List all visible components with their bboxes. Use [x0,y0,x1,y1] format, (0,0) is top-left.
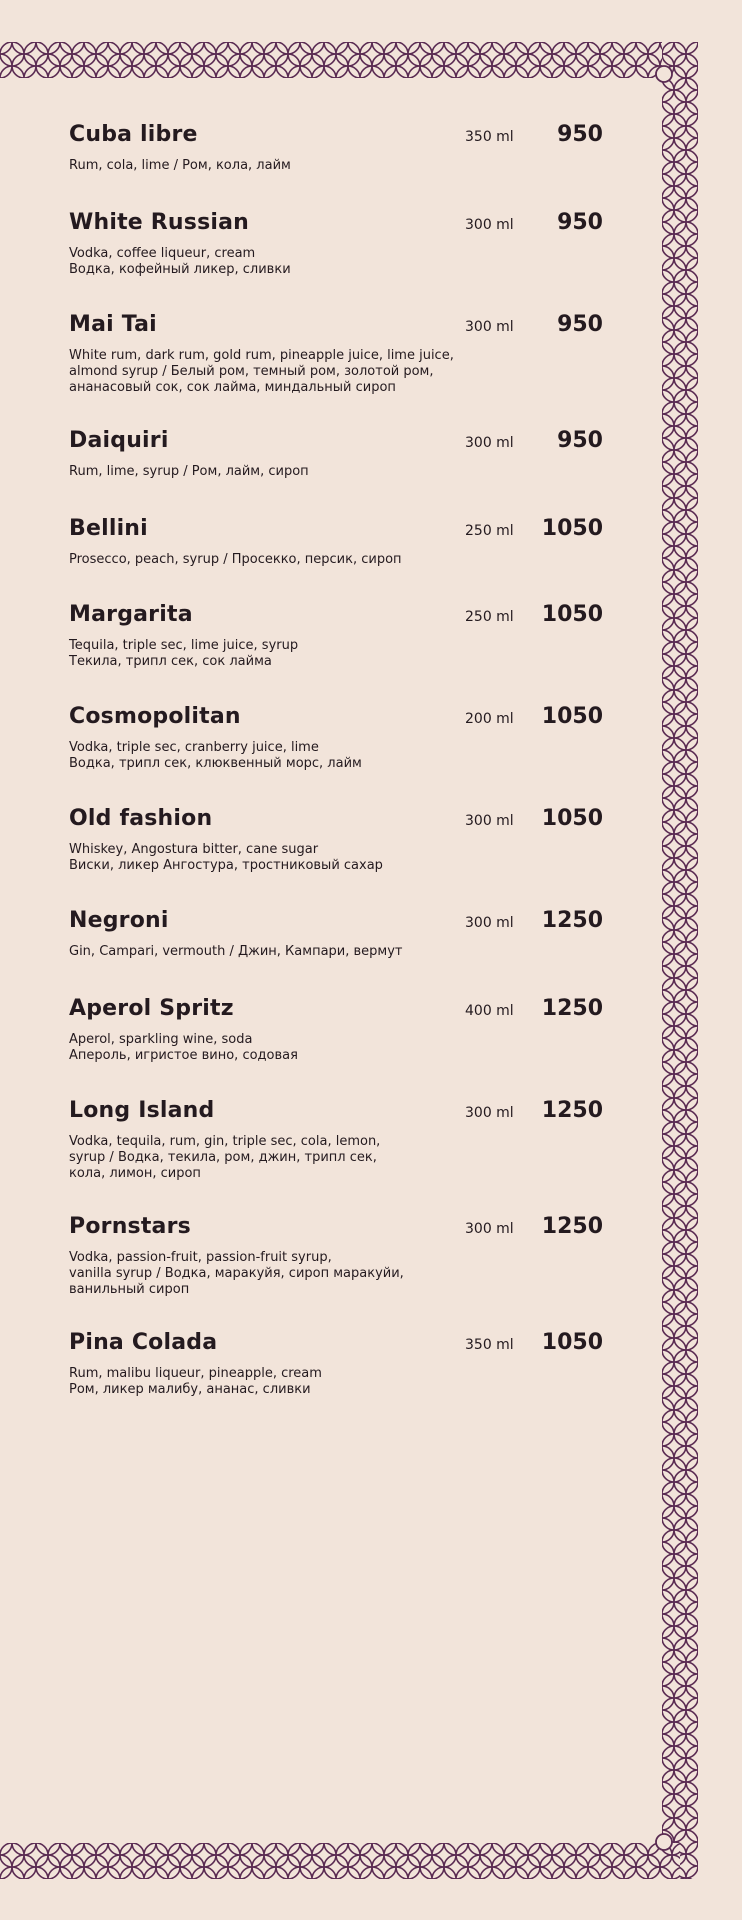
item-description: Vodka, triple sec, cranberry juice, lime Водка, трипл сек, клюквенный морс, лайм [69,740,362,771]
ornamental-border-right [662,42,698,1879]
item-volume: 300 ml [465,319,514,335]
item-price: 950 [557,122,603,147]
item-price: 1050 [541,1330,603,1355]
item-description: Aperol, sparkling wine, soda Апероль, игристое вино, содовая [69,1032,298,1063]
ornamental-border-top [0,42,680,78]
item-name: Cuba libre [69,122,198,147]
item-volume: 350 ml [465,1337,514,1353]
item-name: Old fashion [69,806,213,831]
item-description: Rum, lime, syrup / Ром, лайм, сироп [69,464,309,479]
item-name: Daiquiri [69,428,169,453]
item-description: Rum, cola, lime / Ром, кола, лайм [69,158,291,173]
item-description: Vodka, coffee liqueur, cream Водка, кофейный ликер, сливки [69,246,291,277]
item-volume: 300 ml [465,1221,514,1237]
item-description: Tequila, triple sec, lime juice, syrup Текила, трипл сек, сок лайма [69,638,299,669]
item-volume: 300 ml [465,813,514,829]
item-description: Whiskey, Angostura bitter, cane sugar Виски, ликер Ангостура, тростниковый сахар [69,842,383,873]
item-volume: 250 ml [465,523,514,539]
item-name: Pornstars [69,1214,191,1239]
item-volume: 300 ml [465,1105,514,1121]
item-name: White Russian [69,210,250,235]
item-volume: 300 ml [465,915,514,931]
corner-ornament-icon [654,1832,674,1852]
item-price: 950 [557,312,603,337]
item-volume: 300 ml [465,435,514,451]
item-price: 1250 [541,996,603,1021]
item-name: Margarita [69,602,193,627]
item-price: 950 [557,428,603,453]
item-name: Aperol Spritz [69,996,234,1021]
item-name: Pina Colada [69,1330,218,1355]
item-description: White rum, dark rum, gold rum, pineapple juice, lime juice, almond syrup / Белый ром, темный ром, золотой ром, ананасовый сок, сок лайма, миндальный сироп [69,348,454,395]
item-name: Mai Tai [69,312,157,337]
item-description: Vodka, tequila, rum, gin, triple sec, cola, lemon, syrup / Водка, текила, ром, джин, трипл сек, кола, лимон, сироп [69,1134,381,1181]
item-name: Negroni [69,908,169,933]
item-name: Long Island [69,1098,215,1123]
item-description: Prosecco, peach, syrup / Просекко, персик, сироп [69,552,402,567]
item-price: 1250 [541,908,603,933]
item-name: Bellini [69,516,148,541]
item-price: 1250 [541,1098,603,1123]
item-description: Rum, malibu liqueur, pineapple, cream Ром, ликер малибу, ананас, сливки [69,1366,322,1397]
item-price: 1250 [541,1214,603,1239]
item-volume: 200 ml [465,711,514,727]
ornamental-border-bottom [0,1843,680,1879]
item-volume: 300 ml [465,217,514,233]
item-volume: 350 ml [465,129,514,145]
item-price: 1050 [541,704,603,729]
item-price: 1050 [541,806,603,831]
item-price: 1050 [541,602,603,627]
item-description: Gin, Campari, vermouth / Джин, Кампари, вермут [69,944,403,959]
item-price: 1050 [541,516,603,541]
item-name: Cosmopolitan [69,704,241,729]
item-description: Vodka, passion-fruit, passion-fruit syrup, vanilla syrup / Водка, маракуйя, сироп маракуйи, ванильный сироп [69,1250,404,1297]
item-price: 950 [557,210,603,235]
corner-ornament-icon [654,64,674,84]
item-volume: 400 ml [465,1003,514,1019]
item-volume: 250 ml [465,609,514,625]
